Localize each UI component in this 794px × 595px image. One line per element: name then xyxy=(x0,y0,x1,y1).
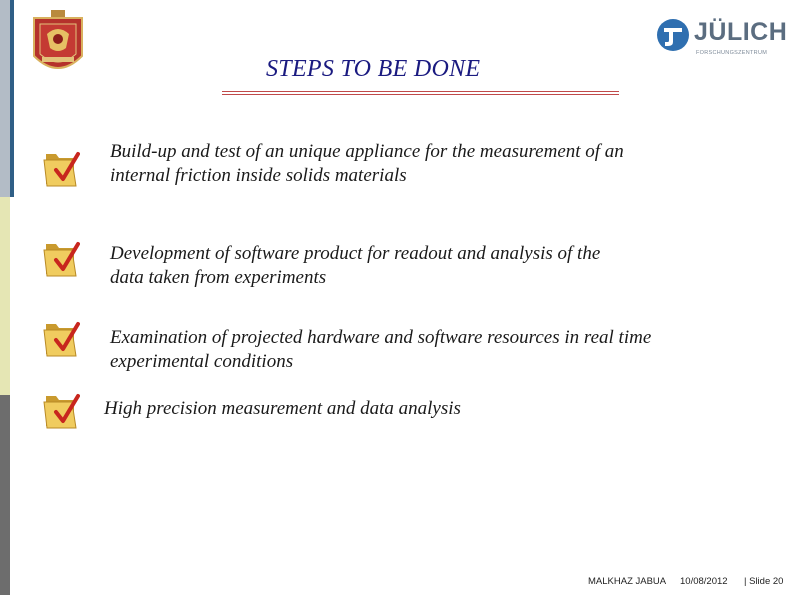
footer-date: 10/08/2012 xyxy=(680,576,728,587)
list-item-line: Examination of projected hardware and software resources in real time xyxy=(110,327,652,348)
footer-slide-number: | Slide 20 xyxy=(744,576,784,587)
folder-check-icon xyxy=(42,238,80,278)
list-item-line: High precision measurement and data analysis xyxy=(104,398,461,419)
list-item-line: Build-up and test of an unique appliance for the measurement of an xyxy=(110,141,624,162)
juelich-wordmark: JÜLICH xyxy=(694,18,788,46)
title-underline xyxy=(222,91,619,92)
juelich-logo xyxy=(656,18,788,66)
list-item-line: internal friction inside solids materials xyxy=(110,165,407,186)
juelich-mark-icon xyxy=(656,18,690,52)
list-item-line: Development of software product for readout and analysis of the xyxy=(110,243,601,264)
list-item-line: experimental conditions xyxy=(110,351,294,372)
sidebar-band-bottom xyxy=(0,395,10,595)
title-underline-second xyxy=(222,94,619,95)
university-crest-icon xyxy=(31,10,85,78)
sidebar-accent xyxy=(10,0,14,197)
sidebar-band-middle xyxy=(0,197,10,395)
folder-check-icon xyxy=(42,318,80,358)
footer-author: MALKHAZ JABUA xyxy=(588,576,667,587)
list-item-line: data taken from experiments xyxy=(110,267,327,288)
folder-check-icon xyxy=(42,390,80,430)
sidebar-band-top xyxy=(0,0,10,197)
page-title: STEPS TO BE DONE xyxy=(266,56,481,82)
juelich-subtitle: FORSCHUNGSZENTRUM xyxy=(696,50,768,56)
folder-check-icon xyxy=(42,148,80,188)
